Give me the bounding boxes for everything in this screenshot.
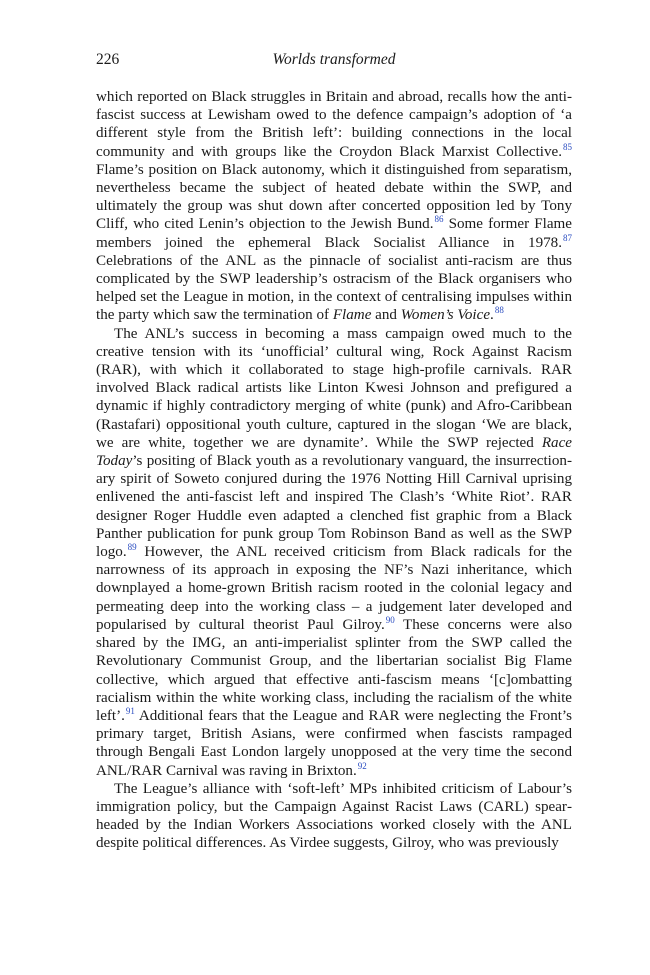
text-run: Additional fears that the League and RAR were neglecting the Front’s primary target, British Asians, were confirmed when fascists rampaged through Bengali East London largely unopposed at the very time the second ANL/RAR Carnival was raving in Brixton. (96, 707, 572, 779)
text-run: These concerns were also shared by the IMG, an anti-imperialist splinter from the SWP called the Revolutionary Communist Group, and the libertarian socialist Big Flame collective, which argued that effective anti-fascism means ‘[c]ombatting racialism within the white working class, including the racialism of the white left’. (96, 616, 572, 724)
footnote-ref[interactable]: 87 (563, 232, 572, 243)
text-run: Flame’s position on Black autonomy, which it distinguished from separatism, nevertheless became the subject of heated debate within the SWP, and ultimately the group was shut down after concerted opposition led by Tony Cliff, who cited Lenin’s objection to the Jewish Bund. (96, 161, 572, 233)
text-run: The League’s alliance with ‘soft-left’ MPs inhibited criticism of Labour’s immigration policy, but the Campaign Against Racist Laws (CARL) spearheaded by the Indian Workers Associations worked closely with the ANL despite political differences. As Virdee suggests, Gilroy, who was previously (96, 780, 572, 852)
text-run: Celebrations of the ANL as the pinnacle of socialist anti-racism are thus complicated by the SWP leadership’s ostracism of the Black organisers who helped set the League in motion, in the context of centralising impulses within the party which saw the termination of (96, 252, 572, 324)
text-run: ’s positing of Black youth as a revolutionary vanguard, the insurrectionary spirit of Soweto conjured during the 1976 Notting Hill Carnival uprising enlivened the anti-fascist left and inspired The Clash’s ‘White Riot’. RAR designer Roger Huddle even adapted a clenched fist graphic from a Black Panther publication for punk group Tom Robinson Band as well as the SWP logo. (96, 453, 572, 561)
footnote-ref[interactable]: 86 (434, 214, 444, 225)
body-text (96, 88, 572, 853)
text-run: which reported on Black struggles in Britain and abroad, recalls how the anti-fascist success at Lewisham owed to the defence campaign’s adoption of ‘a different style from the British left’: building connections in the local community and with groups like the Croydon Black Marxist Collective. (96, 89, 572, 160)
page-number: 226 (96, 51, 120, 68)
footnote-ref[interactable]: 91 (125, 705, 135, 716)
paragraph (96, 325, 572, 780)
footnote-ref[interactable]: 88 (494, 305, 504, 316)
text-run: and (371, 307, 401, 324)
footnote-ref[interactable]: 85 (563, 141, 572, 152)
footnote-ref[interactable]: 89 (127, 542, 137, 553)
italic-title: Women’s Voice (400, 307, 491, 324)
italic-title: Flame (332, 307, 372, 324)
text-run: . (490, 307, 494, 324)
running-title: Worlds transformed (272, 51, 396, 68)
text-run: The ANL’s success in becoming a mass campaign owed much to the creative tension with its ‘unofficial’ cultural wing, Rock Against Racism (RAR), with which it collaborated to stage high-profile carnivals. RAR involved Black radical artists like Linton Kwesi Johnson and prefigured a dynamic if highly contradictory merging of white (punk) and Afro-Caribbean (Rastafari) oppositional youth culture, captured in the slogan ‘We are black, we are white, together we are dynamite’. While the SWP rejected (96, 325, 572, 451)
text-run: Some former Flame members joined the ephemeral Black Socialist Alliance in 1978. (96, 216, 572, 251)
page-header (96, 49, 572, 71)
text-run: However, the ANL received criticism from Black radicals for the narrowness of its approach in exposing the NF’s Nazi inheritance, which downplayed a home-grown British racism rooted in the colonial legacy and permeating deep into the working class – a judgement later developed and popularised by cultural theorist Paul Gilroy. (96, 544, 572, 633)
paragraph (96, 88, 572, 325)
footnote-ref[interactable]: 92 (357, 760, 367, 771)
italic-title: Race Today (96, 434, 572, 470)
footnote-ref[interactable]: 90 (385, 614, 395, 625)
paragraph (96, 780, 572, 853)
